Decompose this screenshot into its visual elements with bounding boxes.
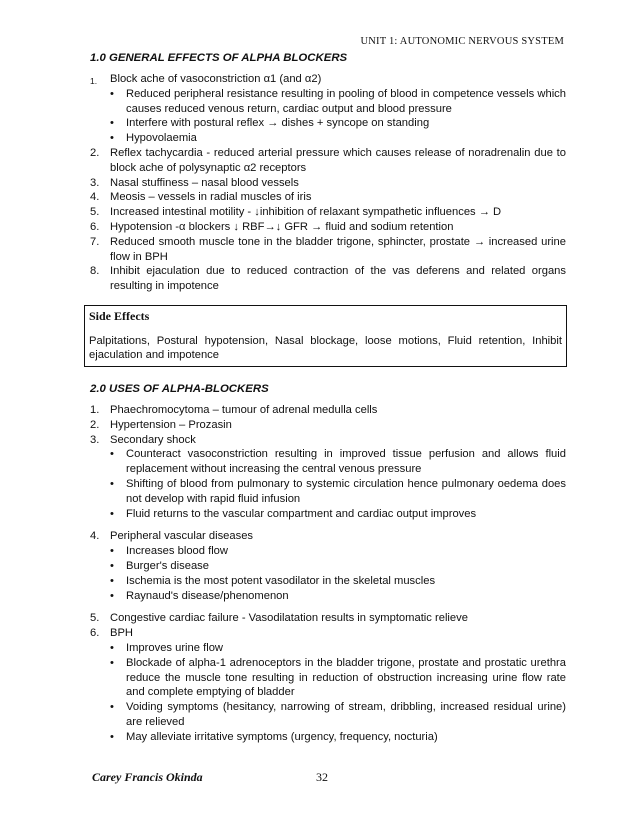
section-title: 1.0 GENERAL EFFECTS OF ALPHA BLOCKERS — [90, 52, 348, 64]
bullet-icon: • — [110, 507, 114, 520]
bullet-text: Shifting of blood from pulmonary to systemic circulation hence pulmonary oedema does not develop with rapid fluid infusion — [126, 477, 566, 505]
list-item — [88, 235, 566, 265]
item-text: Hypertension – Prozasin — [110, 418, 232, 431]
bullet-item — [88, 559, 566, 574]
bullet-text: Interfere with postural reflex → dishes + syncope on standing — [126, 117, 430, 130]
item-number: 1. — [90, 404, 100, 416]
item-text: Reduced smooth muscle tone in the bladder trigone, sphincter, prostate → increased urine flow in BPH — [110, 235, 566, 263]
list-item — [88, 403, 566, 418]
item-number: 4. — [90, 530, 100, 543]
list-item — [88, 264, 566, 294]
list-item — [88, 72, 566, 87]
bullet-text: Voiding symptoms (hesitancy, narrowing of stream, dribbling, increased residual urine) are relieved — [126, 701, 566, 728]
bullet-text: Counteract vasoconstriction resulting in improved tissue perfusion and allows fluid replacement without increasing the central venous pressure — [126, 448, 566, 476]
bullet-item — [88, 641, 566, 656]
list-item — [88, 146, 566, 176]
bullet-item — [88, 131, 566, 146]
list-item — [88, 176, 566, 191]
bullet-item — [88, 574, 566, 589]
section-general-effects — [88, 52, 566, 294]
list-item — [88, 418, 566, 433]
bullet-icon: • — [110, 545, 114, 558]
section-uses — [88, 383, 566, 745]
list-item — [88, 626, 566, 641]
bullet-text: Blockade of alpha-1 adrenoceptors in the bladder trigone, prostate and prostatic urethra reduce the muscle tone resulting in reduction of obstruction increasing urine flow rate and complete emptying of bladder — [126, 656, 566, 699]
bullet-text: Hypovolaemia — [126, 132, 197, 145]
item-number: 1. — [90, 76, 98, 86]
item-text: Hypotension -α blockers ↓ RBF→↓ GFR → fluid and sodium retention — [110, 220, 454, 233]
item-number: 5. — [90, 612, 100, 625]
list-item — [88, 433, 566, 448]
bullet-text: Improves urine flow — [126, 641, 223, 654]
item-number: 6. — [90, 627, 100, 640]
bullet-text: May alleviate irritative symptoms (urgency, frequency, nocturia) — [126, 730, 438, 743]
item-text: Reflex tachycardia - reduced arterial pressure which causes release of noradrenalin due to block ache of polysynaptic α2 receptors — [110, 146, 566, 174]
bullet-item — [88, 507, 566, 522]
bullet-item — [88, 730, 566, 745]
bullet-item — [88, 544, 566, 559]
bullet-icon: • — [110, 641, 114, 654]
item-number: 8. — [90, 265, 100, 278]
side-effects-content: Palpitations, Postural hypotension, Nasal blockage, loose motions, Fluid retention, Inhibit ejaculation and impotence — [89, 335, 562, 362]
side-effects-box — [84, 305, 567, 367]
bullet-icon: • — [110, 589, 114, 602]
item-text: Secondary shock — [110, 433, 196, 446]
section-title: 2.0 USES OF ALPHA-BLOCKERS — [90, 383, 269, 395]
item-text: Increased intestinal motility - ↓inhibition of relaxant sympathetic influences → D — [110, 206, 502, 219]
side-effects-title: Side Effects — [89, 309, 150, 323]
bullet-text: Fluid returns to the vascular compartment and cardiac output improves — [126, 507, 477, 520]
bullet-item — [88, 477, 566, 507]
bullet-text: Ischemia is the most potent vasodilator in the skeletal muscles — [126, 574, 436, 587]
item-text: Inhibit ejaculation due to reduced contraction of the vas deferens and related organs resulting in impotence — [110, 265, 566, 293]
item-number: 2. — [90, 146, 100, 159]
list-item — [88, 529, 566, 544]
item-text: Congestive cardiac failure - Vasodilatation results in symptomatic relieve — [110, 612, 468, 625]
bullet-item — [88, 87, 566, 117]
item-text: Peripheral vascular diseases — [110, 530, 254, 543]
bullet-icon: • — [110, 656, 114, 669]
bullet-text: Raynaud's disease/phenomenon — [126, 589, 289, 602]
bullet-icon: • — [110, 448, 114, 461]
item-text: BPH — [110, 627, 134, 640]
bullet-icon: • — [110, 477, 114, 490]
item-number: 6. — [90, 220, 100, 233]
item-number: 3. — [90, 176, 100, 189]
bullet-icon: • — [110, 574, 114, 587]
bullet-icon: • — [110, 559, 114, 572]
bullet-item — [88, 116, 566, 131]
bullet-icon: • — [110, 117, 114, 130]
bullet-item — [88, 656, 566, 700]
item-number: 5. — [90, 206, 100, 219]
bullet-item — [88, 589, 566, 604]
item-number: 3. — [90, 433, 100, 446]
bullet-text: Increases blood flow — [126, 545, 228, 558]
item-text: Nasal stuffiness – nasal blood vessels — [110, 176, 299, 189]
item-number: 7. — [90, 235, 100, 248]
bullet-icon: • — [110, 730, 114, 743]
bullet-icon: • — [110, 87, 114, 100]
item-text: Phaechromocytoma – tumour of adrenal medulla cells — [110, 404, 378, 416]
item-text: Meosis – vessels in radial muscles of iris — [110, 191, 312, 204]
item-number: 2. — [90, 418, 100, 431]
running-header: UNIT 1: AUTONOMIC NERVOUS SYSTEM — [360, 36, 564, 47]
bullet-item — [88, 447, 566, 477]
list-item — [88, 611, 566, 626]
list-item — [88, 190, 566, 205]
bullet-icon: • — [110, 701, 114, 714]
bullet-icon: • — [110, 132, 114, 145]
list-item — [88, 205, 566, 220]
bullet-text: Burger's disease — [126, 559, 209, 572]
footer-author: Carey Francis Okinda — [92, 770, 203, 784]
footer-page-number: 32 — [316, 770, 328, 784]
bullet-text: Reduced peripheral resistance resulting in pooling of blood in competence vessels which causes reduced venous return, cardiac output and blood pressure — [126, 87, 566, 115]
item-text: Block ache of vasoconstriction α1 (and α2) — [110, 73, 322, 85]
bullet-item — [88, 700, 566, 730]
list-item — [88, 220, 566, 235]
item-number: 4. — [90, 191, 100, 204]
